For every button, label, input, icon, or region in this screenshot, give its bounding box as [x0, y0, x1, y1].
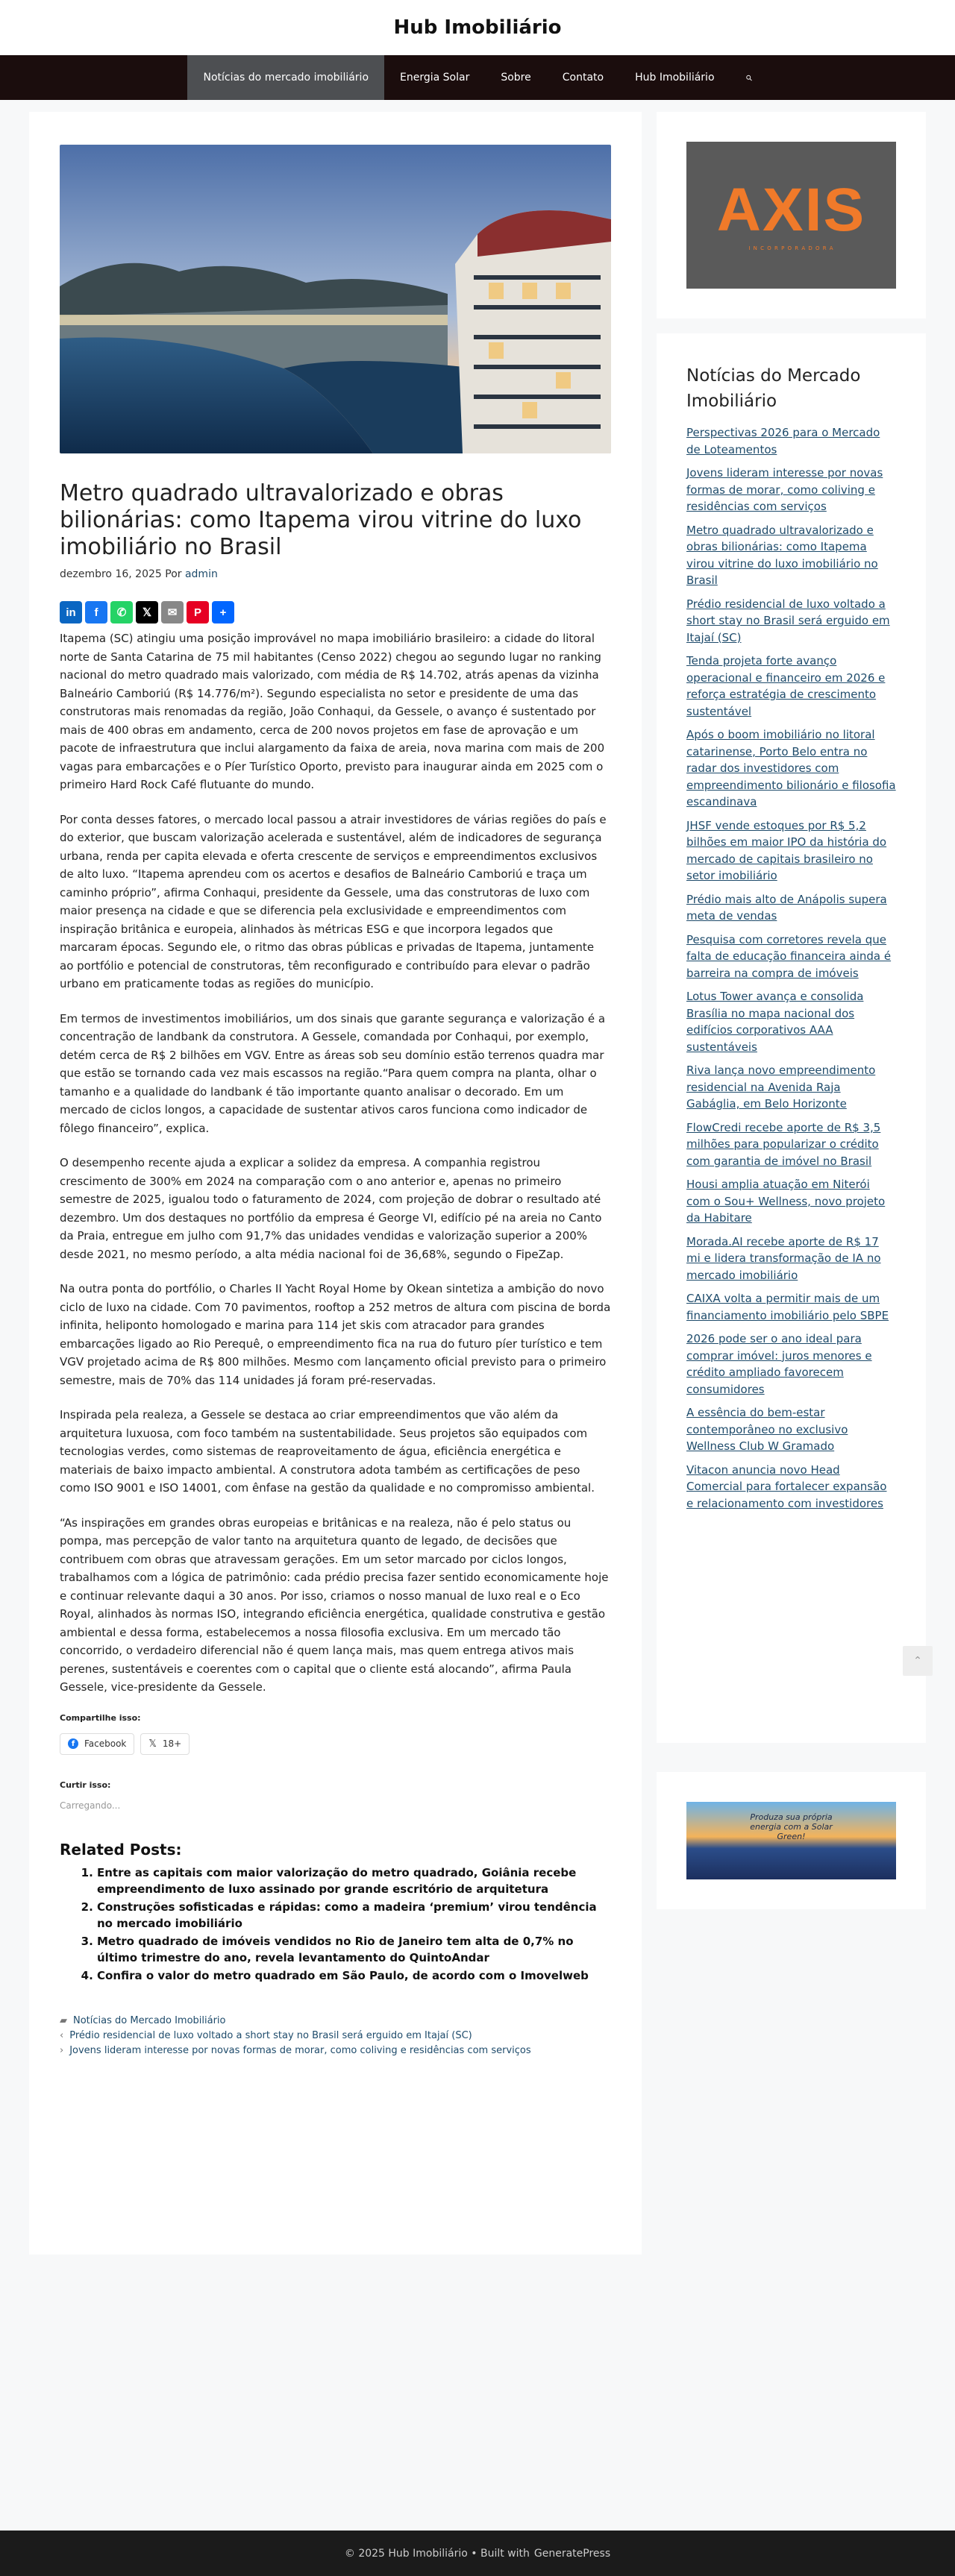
news-item	[686, 1290, 896, 1324]
facebook-icon[interactable]: f	[85, 601, 107, 623]
related-post-item[interactable]: 3. Metro quadrado de imóveis vendidos no Rio de Janeiro tem alta de 0,7% no último trimestre do ano, revela levantamento do QuintoAndar	[97, 1933, 611, 1966]
sidebar-news-widget	[657, 333, 926, 1743]
post-footer-meta	[60, 2014, 611, 2058]
linkedin-icon[interactable]: in	[60, 601, 82, 623]
widget-title: Notícias do Mercado Imobiliário	[686, 366, 861, 411]
post-title: Metro quadrado ultravalorizado e obras bilionárias: como Itapema virou vitrine do luxo imobiliário no Brasil	[60, 480, 582, 560]
nav-item-contato[interactable]: Contato	[562, 72, 604, 84]
news-item	[686, 465, 896, 515]
news-item	[686, 988, 896, 1055]
prev-post-row	[60, 2029, 611, 2043]
paragraph: Inspirada pela realeza, a Gessele se destaca ao criar empreendimentos que vão além da arquitetura luxuosa, com foco também na sustentabilidade. Seus projetos são equipados com tecnologias verdes, como sistemas de reaproveitamento de água, eficiência energética e materiais de baixo impacto ambiental. A construtora adota também as certificações de peso como ISO 9001 e ISO 14001, com ênfase na gestão da qualidade e no compromisso ambiental.	[60, 1408, 595, 1495]
share-heading: Compartilhe isso:	[60, 1712, 141, 1723]
news-link[interactable]: JHSF vende estoques por R$ 5,2 bilhões em maior IPO da história do mercado de capitais brasileiro no setor imobiliário	[686, 818, 887, 882]
related-posts-title: Related Posts:	[60, 1840, 182, 1859]
news-link[interactable]: Prédio residencial de luxo voltado a short stay no Brasil será erguido em Itajaí (SC)	[686, 597, 890, 644]
paragraph: Itapema (SC) atingiu uma posição improvável no mapa imobiliário brasileiro: a cidade do litoral norte de Santa Catarina de 75 mil habitantes (Censo 2022) chegou ao segundo lugar no ranking nacional do metro quadrado mais valorizado, com média de R$ 14.702, atrás apenas da vizinha Balneário Camboriú (R$ 14.776/m²). Segundo especialista no setor e presidente de uma das construtoras mais renomadas da região, João Conhaqui, da Gessele, o avanço é sustentado por mais de 400 obras em andamento, cerca de 200 novos projetos em fase de aprovação e um pacote de infraestrutura que inclui alargamento da faixa de areia, nova marina com mais de 200 vagas para embarcações e o Píer Turístico Oporto, previsto para inaugurar ainda em 2025 com o primeiro Hard Rock Café flutuante do mundo.	[60, 632, 605, 791]
next-post-link[interactable]: Jovens lideram interesse por novas formas de morar, como coliving e residências com serviços	[69, 2044, 531, 2056]
folder-icon: ▰	[60, 2014, 67, 2026]
post-content	[60, 629, 611, 1697]
paragraph: Por conta desses fatores, o mercado local passou a atrair investidores de várias regiões do país e do exterior, que buscam valorização acelerada e sustentável, além de indicadores de segurança urbana, renda per capita elevada e oferta crescente de serviços e empreendimentos exclusivos de alto luxo. “Itapema aprendeu com os acertos e desafios de Balneário Camboriú e traça um caminho próprio”, afirma Conhaqui, presidente da Gessele, uma das construtoras de luxo com maior presença na cidade e que se diferencia pela exclusividade e empreendimentos com inspiração britânica e europeia, alinhados às métricas ESG e que incorpora legados que marcaram épocas. Segundo ele, o ritmo das obras públicas e privadas de Itapema, juntamente ao portfólio e potencial de construtoras, têm reconfigurado e contribuído para elevar o padrão urbano em praticamente todas as regiões do município.	[60, 812, 607, 990]
share-plus-icon[interactable]: +	[212, 601, 234, 623]
axis-ad-banner[interactable]	[686, 142, 896, 289]
news-list	[686, 424, 896, 1512]
news-item	[686, 1119, 896, 1170]
x-share-button[interactable]	[140, 1733, 190, 1755]
solar-ad-banner[interactable]	[686, 1802, 896, 1879]
search-icon	[746, 72, 752, 84]
paragraph: Em termos de investimentos imobiliários, um dos sinais que garante segurança e valorização é a concentração de landbank da construtora. A Gessele, comandada por Conhaqui, por exemplo, detém cerca de R$ 2 bilhões em VGV. Entre as áreas sob seu domínio estão terrenos quadra mar que estão se tornando cada vez mais escassos na região.“Para quem compra na planta, olhar o tamanho e a qualidade do landbank é tão importante quanto analisar o decorado. Em um mercado de ciclos longos, a capacidade de sustentar ativos caros funciona como indicador de fôlego financeiro”, explica.	[60, 1011, 606, 1135]
whatsapp-icon[interactable]: ✆	[110, 601, 133, 623]
news-link[interactable]: Lotus Tower avança e consolida Brasília no mapa nacional dos edifícios corporativos AAA sustentáveis	[686, 990, 864, 1054]
news-link[interactable]: CAIXA volta a permitir mais de um financiamento imobiliário pelo SBPE	[686, 1292, 889, 1322]
share-buttons	[60, 1733, 611, 1755]
news-link[interactable]: Morada.AI recebe aporte de R$ 17 mi e lidera transformação de IA no mercado imobiliário	[686, 1234, 881, 1282]
nav-item-energia-solar[interactable]: Energia Solar	[400, 72, 470, 84]
footer-credit-link[interactable]: GeneratePress	[533, 2547, 611, 2560]
news-link[interactable]: Vitacon anuncia novo Head Comercial para fortalecer expansão e relacionamento com investidores	[686, 1463, 887, 1510]
news-link[interactable]: Tenda projeta forte avanço operacional e financeiro em 2026 e reforça estratégia de crescimento sustentável	[686, 654, 886, 718]
post-meta	[60, 568, 611, 580]
news-link[interactable]: Jovens lideram interesse por novas formas de morar, como coliving e residências com serviços	[686, 466, 883, 513]
news-item	[686, 726, 896, 811]
x-icon[interactable]: 𝕏	[136, 601, 158, 623]
email-icon[interactable]: ✉	[161, 601, 184, 623]
nav-item-noticias[interactable]: Notícias do mercado imobiliário	[187, 55, 384, 100]
news-item	[686, 1462, 896, 1512]
news-link[interactable]: Metro quadrado ultravalorizado e obras bilionárias: como Itapema virou vitrine do luxo imobiliário no Brasil	[686, 523, 878, 587]
site-header	[0, 0, 955, 55]
site-footer	[0, 2531, 955, 2576]
post-byline: Por	[165, 568, 182, 580]
axis-logo-text: AXIS	[716, 175, 866, 244]
paragraph: Na outra ponta do portfólio, o Charles II Yacht Royal Home by Okean sintetiza a ambição do novo ciclo de luxo na cidade. Com 70 pavimentos, rooftop a 252 metros de altura com piscina de borda infinita, heliponto homologado e marina para 114 jet skis com atracador para grandes embarcações ligado ao Rio Perequê, o empreendimento fica na rua do futuro píer turístico e tem VGV projetado acima de R$ 800 milhões. Mesmo com lançamento oficial previsto para o primeiro semestre, mais de 70% das 114 unidades já foram pré-reservadas.	[60, 1282, 611, 1387]
main-navigation	[0, 55, 955, 100]
next-post-row	[60, 2043, 611, 2058]
news-link[interactable]: Riva lança novo empreendimento residencial na Avenida Raja Gabáglia, em Belo Horizonte	[686, 1064, 876, 1110]
chevron-left-icon: ‹	[60, 2029, 64, 2041]
news-item	[686, 1176, 896, 1227]
category-row	[60, 2014, 611, 2029]
news-link[interactable]: A essência do bem-estar contemporâneo no exclusivo Wellness Club W Gramado	[686, 1406, 848, 1453]
chevron-up-icon: ⌃	[913, 1655, 922, 1667]
news-item	[686, 596, 896, 647]
related-posts-list	[60, 1865, 611, 1984]
related-post-item[interactable]: 1. Entre as capitais com maior valorização do metro quadrado, Goiânia recebe empreendimento de luxo assinado por grande escritório de arquitetura	[97, 1865, 611, 1897]
sidebar-ad-widget	[657, 112, 926, 318]
share-icons-row	[60, 601, 611, 623]
facebook-share-button[interactable]	[60, 1733, 134, 1755]
hero-image	[60, 145, 611, 453]
news-item	[686, 1234, 896, 1284]
scroll-to-top-button[interactable]	[903, 1646, 933, 1676]
news-item	[686, 1331, 896, 1398]
nav-item-sobre[interactable]: Sobre	[501, 72, 531, 84]
paragraph: “As inspirações em grandes obras europeias e britânicas e na realeza, não é pelo status ou pompa, mas percepção de valor tanto na arquitetura quanto de legado, de decisões que contribuem com obras que atravessam gerações. Em um setor marcado por ciclos longos, trabalhamos com a lógica de patrimônio: cada prédio precisa fazer sentido economicamente hoje e continuar relevante daqui a 30 anos. Por isso, criamos o nosso manual de luxo real e o Eco Royal, alinhados às normas ISO, integrando eficiência energética, qualidade construtiva e gestão ambiental e dessa forma, estabelecemos a nossa filosofia exclusiva. Em um mercado tão concorrido, o verdadeiro diferencial não é quem lança mais, mas quem entrega ativos mais perenes, sustentáveis e coerentes com o capital que o cliente está alocando”, afirma Paula Gessele, vice-presidente da Gessele.	[60, 1515, 609, 1694]
news-item	[686, 424, 896, 458]
news-item	[686, 522, 896, 589]
footer-copyright: © 2025 Hub Imobiliário • Built with	[344, 2547, 530, 2560]
news-item	[686, 817, 896, 885]
article	[29, 112, 642, 2255]
paragraph: O desempenho recente ajuda a explicar a solidez da empresa. A companhia registrou crescimento de 300% em 2024 na comparação com o ano anterior e, apenas no primeiro semestre de 2025, igualou todo o faturamento de 2024, com projeção de dobrar o resultado até dezembro. Um dos destaques no portfólio da empresa é George VI, edifício pé na areia no Canto da Praia, entregue em julho com 91,7% das unidades vendidas e valorização superior a 200% desde 2021, no mesmo período, a alta média nacional foi de 36,68%, segundo o FipeZap.	[60, 1156, 602, 1261]
prev-post-link[interactable]: Prédio residencial de luxo voltado a short stay no Brasil será erguido em Itajaí (SC)	[69, 2029, 472, 2041]
news-link[interactable]: Housi amplia atuação em Niterói com o Sou+ Wellness, novo projeto da Habitare	[686, 1178, 886, 1225]
related-post-item[interactable]: 2. Construções sofisticadas e rápidas: como a madeira ‘premium’ virou tendência no mercado imobiliário	[97, 1899, 611, 1932]
category-link[interactable]: Notícias do Mercado Imobiliário	[73, 2014, 226, 2026]
facebook-icon: f	[68, 1738, 78, 1749]
nav-item-hub[interactable]: Hub Imobiliário	[635, 72, 715, 84]
news-link[interactable]: 2026 pode ser o ano ideal para comprar imóvel: juros menores e crédito ampliado favorecem consumidores	[686, 1332, 872, 1396]
solar-banner-text: Produza sua própria energia com a Solar Green!	[750, 1812, 833, 1841]
like-heading: Curtir isso:	[60, 1779, 111, 1790]
related-post-item[interactable]: 4. Confira o valor do metro quadrado em São Paulo, de acordo com o Imovelweb	[97, 1967, 611, 1984]
like-loading: Carregando...	[60, 1800, 121, 1811]
news-item	[686, 932, 896, 982]
news-link[interactable]: Pesquisa com corretores revela que falta de educação financeira ainda é barreira na compra de imóveis	[686, 932, 892, 980]
pinterest-icon[interactable]: P	[187, 601, 209, 623]
post-author-link[interactable]: admin	[184, 568, 218, 580]
news-item	[686, 653, 896, 720]
news-link[interactable]: FlowCredi recebe aporte de R$ 3,5 milhões para popularizar o crédito com garantia de imóvel no Brasil	[686, 1120, 881, 1168]
news-item	[686, 1062, 896, 1113]
news-link[interactable]: Após o boom imobiliário no litoral catarinense, Porto Belo entra no radar dos investidores com empreendimento bilionário e filosofia escandinava	[686, 728, 896, 808]
news-item	[686, 891, 896, 925]
axis-logo-subtext: I N C O R P O R A D O R A	[748, 245, 834, 251]
site-title[interactable]: Hub Imobiliário	[393, 16, 562, 39]
news-item	[686, 1404, 896, 1455]
x-share-count: 18+	[162, 1738, 182, 1749]
x-icon: 𝕏	[148, 1738, 157, 1750]
news-link[interactable]: Perspectivas 2026 para o Mercado de Loteamentos	[686, 426, 880, 456]
news-link[interactable]: Prédio mais alto de Anápolis supera meta de vendas	[686, 892, 887, 923]
chevron-right-icon: ›	[60, 2044, 64, 2056]
sidebar-solar-widget	[657, 1772, 926, 1909]
facebook-share-label: Facebook	[84, 1738, 127, 1749]
post-date: dezembro 16, 2025	[60, 568, 162, 580]
nav-search-button[interactable]	[730, 55, 768, 100]
